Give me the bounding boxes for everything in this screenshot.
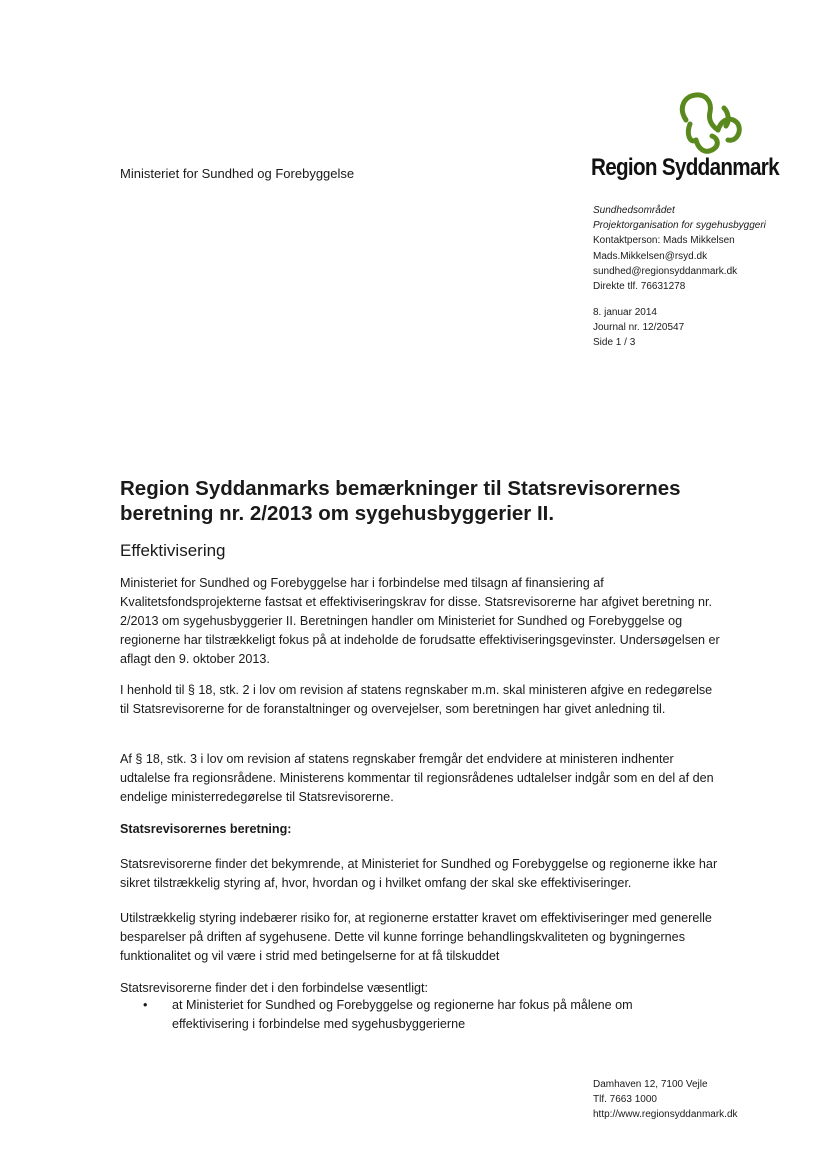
list-item: [143, 996, 703, 1034]
subheading-beretning: Statsrevisorernes beretning:: [120, 822, 292, 836]
sender-email-general: sundhed@regionsyddanmark.dk: [593, 265, 738, 277]
sender-phone: Direkte tlf. 76631278: [593, 281, 686, 293]
letter-date: 8. januar 2014: [593, 307, 657, 318]
page-number: Side 1 / 3: [593, 337, 636, 348]
recipient-address: Ministeriet for Sundhed og Forebyggelse: [120, 166, 355, 181]
sender-area: Sundhedsområdet: [593, 205, 675, 216]
paragraph-risk: Utilstrækkelig styring indebærer risiko for, at regionerne erstatter kravet om effektiviseringer med generelle besparelser på driften af sygehusene. Dette vil kunne forringe behandlingskvaliteten og bygningernes funktionalitet og vil være i strid med betingelserne for at få tilskuddet: [120, 911, 712, 963]
footer-address: [593, 1077, 738, 1122]
footer-street: Damhaven 12, 7100 Vejle: [593, 1079, 708, 1090]
paragraph-legal-basis: I henhold til § 18, stk. 2 i lov om revision af statens regnskaber m.m. skal ministeren afgive en redegørelse til Statsrevisorerne for de foranstaltninger og overvejelser, som beretningen har givet anledning til.: [120, 683, 713, 716]
paragraph-concern: Statsrevisorerne finder det bekymrende, at Ministeriet for Sundhed og Forebyggelse og regionerne ikke har sikret tilstrækkelig styring af, hvor, hvordan og i hvilket omfang der skal ske effektiviseringer.: [120, 857, 718, 890]
section-heading: Effektivisering: [120, 541, 226, 560]
letter-meta: [593, 305, 684, 350]
paragraph-statement: Af § 18, stk. 3 i lov om revision af statens regnskaber fremgår det endvidere at ministeren indhenter udtalelse fra regionsrådene. Ministerens kommentar til regionsrådenes udtalelser indgår som en del af den endelige ministerredegørelse til Statsrevisorerne.: [120, 752, 714, 804]
sender-contact: Kontaktperson: Mads Mikkelsen: [593, 235, 735, 247]
bullet-icon: •: [143, 998, 148, 1012]
region-logo-icon: [676, 90, 746, 162]
journal-number: Journal nr. 12/20547: [593, 322, 685, 333]
sender-organisation: Projektorganisation for sygehusbyggeri: [593, 220, 766, 232]
sender-info: [593, 203, 766, 294]
bullet-list: [143, 996, 703, 1034]
paragraph-intro: Ministeriet for Sundhed og Forebyggelse har i forbindelse med tilsagn af finansiering af Kvalitetsfondsprojekterne fastsat et effektiviseringskrav for disse. Statsrevisorerne har afgivet beretning nr. 2/2013 om sygehusbyggerier II. Beretningen handler om Ministeriet for Sundhed og Forebyggelse og regionerne har tilstrækkeligt fokus på at indeholde de forudsatte effektiviseringsgevinster. Undersøgelsen er aflagt den 9. oktober 2013.: [120, 576, 720, 666]
paragraph-essential: Statsrevisorerne finder det i den forbindelse væsentligt:: [120, 981, 429, 995]
sender-email: Mads.Mikkelsen@rsyd.dk: [593, 250, 708, 262]
document-title: Region Syddanmarks bemærkninger til Statsrevisorernes beretning nr. 2/2013 om sygehusbyggerier II.: [120, 477, 681, 525]
footer-phone: Tlf. 7663 1000: [593, 1094, 657, 1105]
region-logo-text: Region Syddanmark: [591, 154, 779, 181]
footer-website: http://www.regionsyddanmark.dk: [593, 1109, 738, 1120]
list-item-text: at Ministeriet for Sundhed og Forebyggelse og regionerne har fokus på målene om effektivisering i forbindelse med sygehusbyggerierne: [172, 998, 633, 1031]
